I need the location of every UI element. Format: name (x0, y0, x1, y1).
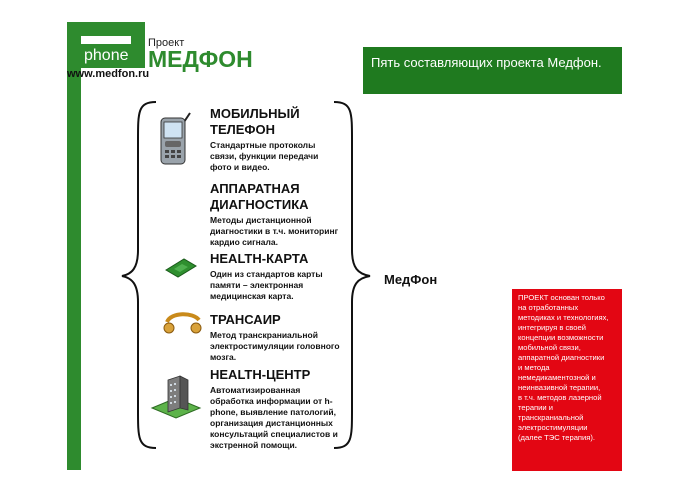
item-card-desc-line: Один из стандартов карты (210, 269, 323, 279)
header-title: Пять составляющих проекта Медфон. (371, 55, 602, 70)
item-center-title (210, 367, 360, 383)
headset-device-icon (163, 310, 203, 338)
item-transair-desc-line: электростимуляции головного (210, 341, 340, 351)
note-line: транскраниальной (518, 413, 584, 422)
note-line: аппаратной диагностики (518, 353, 605, 362)
item-mobile-desc-line: фото и видео. (210, 162, 270, 172)
item-diagnostics-desc-line: Методы дистанционной (210, 215, 312, 225)
note-line: и метода (518, 363, 550, 372)
note-line: в т.ч. методов лазерной (518, 393, 602, 402)
note-line: немедикаментозной и (518, 373, 596, 382)
item-card-title (210, 251, 360, 267)
header-box (363, 47, 622, 94)
note-line: на отработанных (518, 303, 579, 312)
item-transair-title (210, 312, 360, 328)
item-diagnostics-desc (210, 215, 350, 248)
item-transair-desc (210, 330, 350, 363)
item-diagnostics-desc-line: диагностики в т.ч. мониторинг (210, 226, 339, 236)
note-box (512, 289, 622, 471)
item-diagnostics-title (210, 181, 360, 213)
item-mobile-title-line: ТЕЛЕФОН (210, 122, 275, 137)
item-transair-desc-line: мозга. (210, 352, 237, 362)
left-green-bar (67, 22, 81, 470)
note-line: ПРОЕКТ основан только (518, 293, 605, 302)
item-diagnostics-desc-line: кардио сигнала. (210, 237, 278, 247)
building-icon (150, 372, 202, 422)
item-center-desc-line: организация дистанционных (210, 418, 333, 428)
item-center-desc-line: phone, выявление патологий, (210, 407, 336, 417)
item-mobile-desc (210, 140, 345, 173)
item-center-desc-line: консультаций специалистов и (210, 429, 338, 439)
note-line: неинвазивной терапии, (518, 383, 601, 392)
item-card-desc-line: медицинская карта. (210, 291, 294, 301)
item-card-title-line: HEALTH-КАРТА (210, 251, 309, 266)
note-line: мобильной связи, (518, 343, 581, 352)
note-line: электростимуляции (518, 423, 588, 432)
item-center-desc-line: экстренной помощи. (210, 440, 298, 450)
item-transair-desc-line: Метод транскраниальной (210, 330, 318, 340)
item-card-desc (210, 269, 345, 302)
item-mobile-title (210, 106, 360, 138)
brace-label: МедФон (384, 272, 438, 287)
note-line: интегрируя в своей (518, 323, 586, 332)
item-card-desc-line: памяти – электронная (210, 280, 304, 290)
item-diagnostics-title-line: АППАРАТНАЯ (210, 181, 300, 196)
logo-url: www.medfon.ru (67, 68, 150, 80)
logo-proekt: Проект (148, 37, 185, 49)
item-diagnostics-title-line: ДИАГНОСТИКА (210, 197, 309, 212)
mobile-phone-icon (156, 112, 194, 166)
note-line: методиках и технологиях, (518, 313, 609, 322)
memory-card-icon (164, 256, 198, 280)
item-transair-title-line: ТРАНСАИР (210, 312, 281, 327)
item-mobile-desc-line: связи, функции передачи (210, 151, 319, 161)
logo-phone-text: phone (84, 47, 129, 64)
item-center-desc-line: обработка информации от h- (210, 396, 333, 406)
logo-medfon: МЕДФОН (148, 46, 253, 72)
item-center-title-line: HEALTH-ЦЕНТР (210, 367, 311, 382)
note-line: (далее ТЭС терапия). (518, 433, 596, 442)
item-mobile-desc-line: Стандартные протоколы (210, 140, 316, 150)
item-center-desc-line: Автоматизированная (210, 385, 301, 395)
item-mobile-title-line: МОБИЛЬНЫЙ (210, 106, 300, 121)
note-line: концепции возможности (518, 333, 604, 342)
note-line: терапии и (518, 403, 554, 412)
item-center-desc (210, 385, 345, 451)
